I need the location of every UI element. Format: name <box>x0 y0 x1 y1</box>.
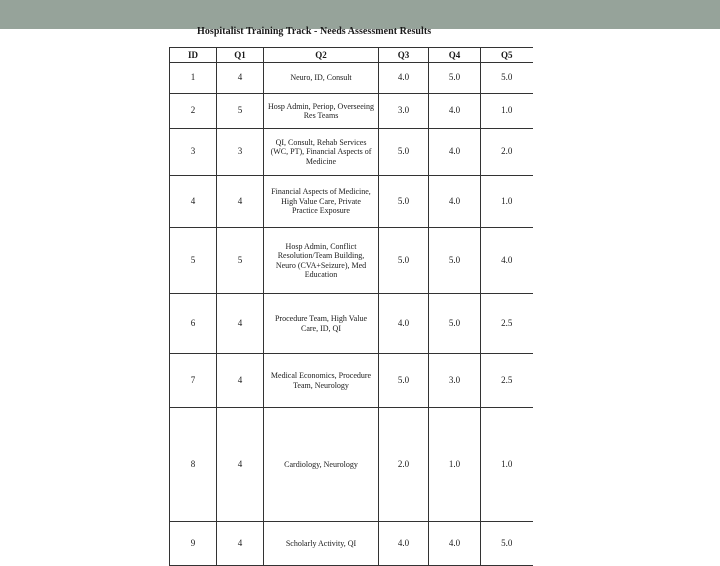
table-row <box>170 522 533 566</box>
cell-q3: 5.0 <box>379 129 429 176</box>
cell-q3: 5.0 <box>379 176 429 228</box>
cell-q2: Neuro, ID, Consult <box>264 63 379 94</box>
header-band <box>0 0 720 29</box>
column-header-q5: Q5 <box>481 48 533 63</box>
cell-q2: QI, Consult, Rehab Services (WC, PT), Financial Aspects of Medicine <box>264 129 379 176</box>
cell-q1: 4 <box>217 63 264 94</box>
document-title: Hospitalist Training Track - Needs Assessment Results <box>197 26 432 37</box>
cell-id: 2 <box>170 94 217 129</box>
cell-q1: 4 <box>217 408 264 522</box>
cell-q1: 5 <box>217 94 264 129</box>
cell-q3: 5.0 <box>379 228 429 294</box>
cell-q3: 4.0 <box>379 522 429 566</box>
cell-id: 9 <box>170 522 217 566</box>
cell-q2: Hosp Admin, Periop, Overseeing Res Teams <box>264 94 379 129</box>
cell-q2: Scholarly Activity, QI <box>264 522 379 566</box>
cell-q5: 1.0 <box>481 176 533 228</box>
cell-q4: 5.0 <box>429 63 481 94</box>
cell-q4: 4.0 <box>429 94 481 129</box>
cell-id: 8 <box>170 408 217 522</box>
table-row <box>170 176 533 228</box>
table-row <box>170 228 533 294</box>
table-row <box>170 129 533 176</box>
cell-id: 5 <box>170 228 217 294</box>
cell-q2: Cardiology, Neurology <box>264 408 379 522</box>
cell-q5: 4.0 <box>481 228 533 294</box>
cell-q1: 4 <box>217 354 264 408</box>
table-row <box>170 63 533 94</box>
cell-q2: Financial Aspects of Medicine, High Value Care, Private Practice Exposure <box>264 176 379 228</box>
column-header-id: ID <box>170 48 217 63</box>
results-table <box>169 47 533 566</box>
cell-q5: 2.0 <box>481 129 533 176</box>
cell-q5: 5.0 <box>481 63 533 94</box>
cell-q3: 2.0 <box>379 408 429 522</box>
cell-q5: 1.0 <box>481 408 533 522</box>
cell-id: 4 <box>170 176 217 228</box>
cell-q3: 4.0 <box>379 63 429 94</box>
cell-q2: Medical Economics, Procedure Team, Neurology <box>264 354 379 408</box>
column-header-q1: Q1 <box>217 48 264 63</box>
cell-q1: 4 <box>217 176 264 228</box>
table-row <box>170 94 533 129</box>
column-header-q3: Q3 <box>379 48 429 63</box>
cell-q3: 4.0 <box>379 294 429 354</box>
cell-q5: 2.5 <box>481 294 533 354</box>
cell-q1: 4 <box>217 522 264 566</box>
cell-q5: 2.5 <box>481 354 533 408</box>
cell-q1: 5 <box>217 228 264 294</box>
cell-q1: 4 <box>217 294 264 354</box>
cell-q4: 4.0 <box>429 129 481 176</box>
cell-q4: 4.0 <box>429 176 481 228</box>
cell-q1: 3 <box>217 129 264 176</box>
cell-q4: 4.0 <box>429 522 481 566</box>
cell-q5: 1.0 <box>481 94 533 129</box>
cell-q4: 5.0 <box>429 228 481 294</box>
cell-id: 3 <box>170 129 217 176</box>
cell-q3: 5.0 <box>379 354 429 408</box>
column-header-q2: Q2 <box>264 48 379 63</box>
cell-q2: Procedure Team, High Value Care, ID, QI <box>264 294 379 354</box>
cell-q4: 1.0 <box>429 408 481 522</box>
cell-id: 7 <box>170 354 217 408</box>
cell-q3: 3.0 <box>379 94 429 129</box>
cell-q5: 5.0 <box>481 522 533 566</box>
table-row <box>170 408 533 522</box>
cell-id: 1 <box>170 63 217 94</box>
cell-id: 6 <box>170 294 217 354</box>
cell-q2: Hosp Admin, Conflict Resolution/Team Building, Neuro (CVA+Seizure), Med Education <box>264 228 379 294</box>
table-header-row <box>170 48 533 63</box>
table-row <box>170 294 533 354</box>
table-row <box>170 354 533 408</box>
column-header-q4: Q4 <box>429 48 481 63</box>
cell-q4: 5.0 <box>429 294 481 354</box>
cell-q4: 3.0 <box>429 354 481 408</box>
